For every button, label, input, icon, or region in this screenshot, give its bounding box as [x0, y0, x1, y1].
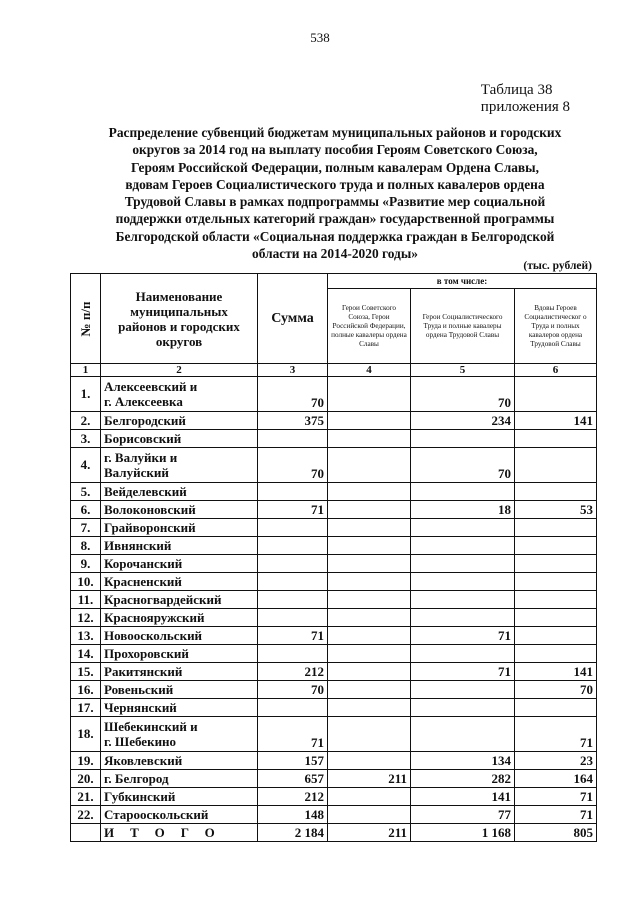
table-row — [71, 483, 597, 501]
sum-cell: 157 — [258, 752, 328, 770]
title-line: поддержки отдельных категорий граждан» государственной программы — [115, 211, 555, 227]
row-number: 6. — [71, 501, 101, 519]
table-row — [71, 573, 597, 591]
title-line: Героям Российской Федерации, полным кавалерам Ордена Славы, — [131, 159, 539, 175]
table-row — [71, 519, 597, 537]
table-row — [71, 681, 597, 699]
row-number: 21. — [71, 788, 101, 806]
table-row — [71, 752, 597, 770]
col4-cell — [328, 699, 411, 717]
col5-cell: 141 — [411, 788, 515, 806]
row-number: 14. — [71, 645, 101, 663]
column-number: 2 — [101, 364, 258, 377]
col4-cell — [328, 806, 411, 824]
table-row — [71, 377, 597, 412]
sum-cell: 70 — [258, 448, 328, 483]
column-number: 6 — [515, 364, 597, 377]
district-name: Старооскольский — [101, 806, 258, 824]
district-name: Ровеньский — [101, 681, 258, 699]
col4-cell — [328, 430, 411, 448]
col5-cell — [411, 609, 515, 627]
sum-cell — [258, 483, 328, 501]
col5-cell — [411, 645, 515, 663]
district-name: Волоконовский — [101, 501, 258, 519]
district-name: Корочанский — [101, 555, 258, 573]
col4-cell — [328, 555, 411, 573]
total-number-cell — [71, 824, 101, 842]
col6-cell — [515, 448, 597, 483]
header-heroes-labour: Герои Социалистического Труда и полные кавалеры ордена Трудовой Славы — [411, 289, 515, 364]
row-number: 11. — [71, 591, 101, 609]
header-including: в том числе: — [328, 274, 597, 289]
document-title — [80, 124, 590, 262]
table-row — [71, 627, 597, 645]
col5-cell: 71 — [411, 663, 515, 681]
sum-cell: 70 — [258, 681, 328, 699]
row-number: 9. — [71, 555, 101, 573]
row-number: 17. — [71, 699, 101, 717]
col5-cell: 234 — [411, 412, 515, 430]
title-line: вдовам Героев Социалистического труда и полных кавалеров ордена — [125, 176, 545, 192]
title-line: Распределение субвенций бюджетам муниципальных районов и городских — [108, 125, 562, 140]
col4-cell — [328, 448, 411, 483]
col5-cell — [411, 519, 515, 537]
sum-cell — [258, 699, 328, 717]
sum-cell: 71 — [258, 627, 328, 645]
col5-cell: 77 — [411, 806, 515, 824]
sum-cell — [258, 537, 328, 555]
col6-cell: 70 — [515, 681, 597, 699]
row-number: 18. — [71, 717, 101, 752]
col6-cell — [515, 555, 597, 573]
sum-cell — [258, 645, 328, 663]
district-name: Чернянский — [101, 699, 258, 717]
row-number: 1. — [71, 377, 101, 412]
district-name: Красненский — [101, 573, 258, 591]
col6-cell — [515, 483, 597, 501]
col6-cell — [515, 519, 597, 537]
col6-cell — [515, 591, 597, 609]
col4-cell — [328, 681, 411, 699]
district-name: Шебекинский и г. Шебекино — [101, 717, 258, 752]
col5-cell — [411, 699, 515, 717]
district-name: г. Белгород — [101, 770, 258, 788]
page-number: 538 — [310, 30, 330, 45]
district-name: Грайворонский — [101, 519, 258, 537]
title-line: Трудовой Славы в рамках подпрограммы «Развитие мер социальной — [124, 194, 546, 210]
col6-cell: 71 — [515, 788, 597, 806]
sum-cell — [258, 591, 328, 609]
col4-cell: 211 — [328, 770, 411, 788]
header-name: Наименование муниципальных районов и городских округов — [101, 274, 258, 364]
total-label: ИТОГО — [101, 824, 258, 842]
col5-cell — [411, 591, 515, 609]
total-col6: 805 — [515, 824, 597, 842]
col6-cell — [515, 699, 597, 717]
table-row — [71, 555, 597, 573]
row-number: 4. — [71, 448, 101, 483]
col6-cell — [515, 645, 597, 663]
col6-cell — [515, 627, 597, 645]
title-line: округов за 2014 год на выплату пособия Героям Советского Союза, — [132, 142, 538, 158]
col5-cell: 70 — [411, 448, 515, 483]
col5-cell — [411, 555, 515, 573]
sum-cell: 71 — [258, 717, 328, 752]
row-number: 22. — [71, 806, 101, 824]
row-number: 8. — [71, 537, 101, 555]
sum-cell — [258, 430, 328, 448]
district-name: Ракитянский — [101, 663, 258, 681]
table-row — [71, 788, 597, 806]
table-reference — [481, 82, 570, 116]
col4-cell — [328, 483, 411, 501]
total-col4: 211 — [328, 824, 411, 842]
table-row — [71, 770, 597, 788]
header-heroes-ussr-rf: Герои Советского Союза, Герои Российской Федерации, полные кавалеры ордена Славы — [328, 289, 411, 364]
col5-cell: 70 — [411, 377, 515, 412]
district-name: Новооскольский — [101, 627, 258, 645]
column-number: 4 — [328, 364, 411, 377]
total-row — [71, 824, 597, 842]
col4-cell — [328, 501, 411, 519]
col5-cell — [411, 681, 515, 699]
col5-cell: 282 — [411, 770, 515, 788]
district-name: Прохоровский — [101, 645, 258, 663]
district-name: г. Валуйки и Валуйский — [101, 448, 258, 483]
sum-cell: 212 — [258, 788, 328, 806]
col4-cell — [328, 377, 411, 412]
row-number: 19. — [71, 752, 101, 770]
col4-cell — [328, 591, 411, 609]
table-row — [71, 501, 597, 519]
col4-cell — [328, 788, 411, 806]
district-name: Борисовский — [101, 430, 258, 448]
row-number: 16. — [71, 681, 101, 699]
col6-cell: 71 — [515, 717, 597, 752]
column-numbers-row — [71, 364, 597, 377]
col6-cell — [515, 573, 597, 591]
col6-cell — [515, 609, 597, 627]
col6-cell: 164 — [515, 770, 597, 788]
row-number: 15. — [71, 663, 101, 681]
sum-cell: 212 — [258, 663, 328, 681]
district-name: Алексеевский и г. Алексеевка — [101, 377, 258, 412]
col5-cell — [411, 717, 515, 752]
col6-cell: 141 — [515, 412, 597, 430]
col4-cell — [328, 627, 411, 645]
col6-cell — [515, 377, 597, 412]
table-row — [71, 609, 597, 627]
table-row — [71, 806, 597, 824]
sum-cell — [258, 555, 328, 573]
col6-cell: 141 — [515, 663, 597, 681]
col5-cell: 18 — [411, 501, 515, 519]
district-name: Красногвардейский — [101, 591, 258, 609]
row-number: 2. — [71, 412, 101, 430]
col5-cell — [411, 483, 515, 501]
units-label: (тыс. рублей) — [523, 260, 592, 272]
table-row — [71, 699, 597, 717]
district-name: Губкинский — [101, 788, 258, 806]
sum-cell: 70 — [258, 377, 328, 412]
header-sum: Сумма — [258, 274, 328, 364]
col5-cell — [411, 537, 515, 555]
col4-cell — [328, 412, 411, 430]
table-body — [71, 377, 597, 842]
row-number: 20. — [71, 770, 101, 788]
column-number: 3 — [258, 364, 328, 377]
col4-cell — [328, 663, 411, 681]
col4-cell — [328, 717, 411, 752]
col4-cell — [328, 645, 411, 663]
column-number: 5 — [411, 364, 515, 377]
district-name: Белгородский — [101, 412, 258, 430]
sum-cell — [258, 519, 328, 537]
col4-cell — [328, 573, 411, 591]
sum-cell — [258, 573, 328, 591]
district-name: Яковлевский — [101, 752, 258, 770]
col5-cell — [411, 430, 515, 448]
district-name: Ивнянский — [101, 537, 258, 555]
row-number: 10. — [71, 573, 101, 591]
title-line: Белгородской области «Социальная поддержка граждан в Белгородской — [115, 228, 555, 244]
district-name: Краснояружский — [101, 609, 258, 627]
col4-cell — [328, 609, 411, 627]
table-ref-line1: Таблица 38 — [480, 82, 553, 98]
col6-cell — [515, 537, 597, 555]
col4-cell — [328, 537, 411, 555]
table-row — [71, 537, 597, 555]
row-number: 12. — [71, 609, 101, 627]
sum-cell: 657 — [258, 770, 328, 788]
col6-cell: 53 — [515, 501, 597, 519]
table-row — [71, 645, 597, 663]
column-number: 1 — [71, 364, 101, 377]
col6-cell — [515, 430, 597, 448]
row-number: 5. — [71, 483, 101, 501]
table-row — [71, 717, 597, 752]
sum-cell: 375 — [258, 412, 328, 430]
total-sum: 2 184 — [258, 824, 328, 842]
total-col5: 1 168 — [411, 824, 515, 842]
sum-cell: 71 — [258, 501, 328, 519]
row-number: 3. — [71, 430, 101, 448]
col4-cell — [328, 752, 411, 770]
col4-cell — [328, 519, 411, 537]
header-number: № п/п — [71, 274, 101, 364]
table-ref-line2: приложения 8 — [480, 99, 570, 115]
table-row — [71, 591, 597, 609]
table-row — [71, 412, 597, 430]
table-row — [71, 448, 597, 483]
district-name: Вейделевский — [101, 483, 258, 501]
header-widows: Вдовы Героев Социалистическог о Труда и полных кавалеров ордена Трудовой Славы — [515, 289, 597, 364]
subsidy-table — [70, 273, 597, 842]
row-number: 7. — [71, 519, 101, 537]
col5-cell: 71 — [411, 627, 515, 645]
col6-cell: 23 — [515, 752, 597, 770]
sum-cell: 148 — [258, 806, 328, 824]
table-row — [71, 663, 597, 681]
col5-cell: 134 — [411, 752, 515, 770]
title-line: области на 2014-2020 годы» — [252, 246, 418, 262]
sum-cell — [258, 609, 328, 627]
col5-cell — [411, 573, 515, 591]
row-number: 13. — [71, 627, 101, 645]
col6-cell: 71 — [515, 806, 597, 824]
table-row — [71, 430, 597, 448]
